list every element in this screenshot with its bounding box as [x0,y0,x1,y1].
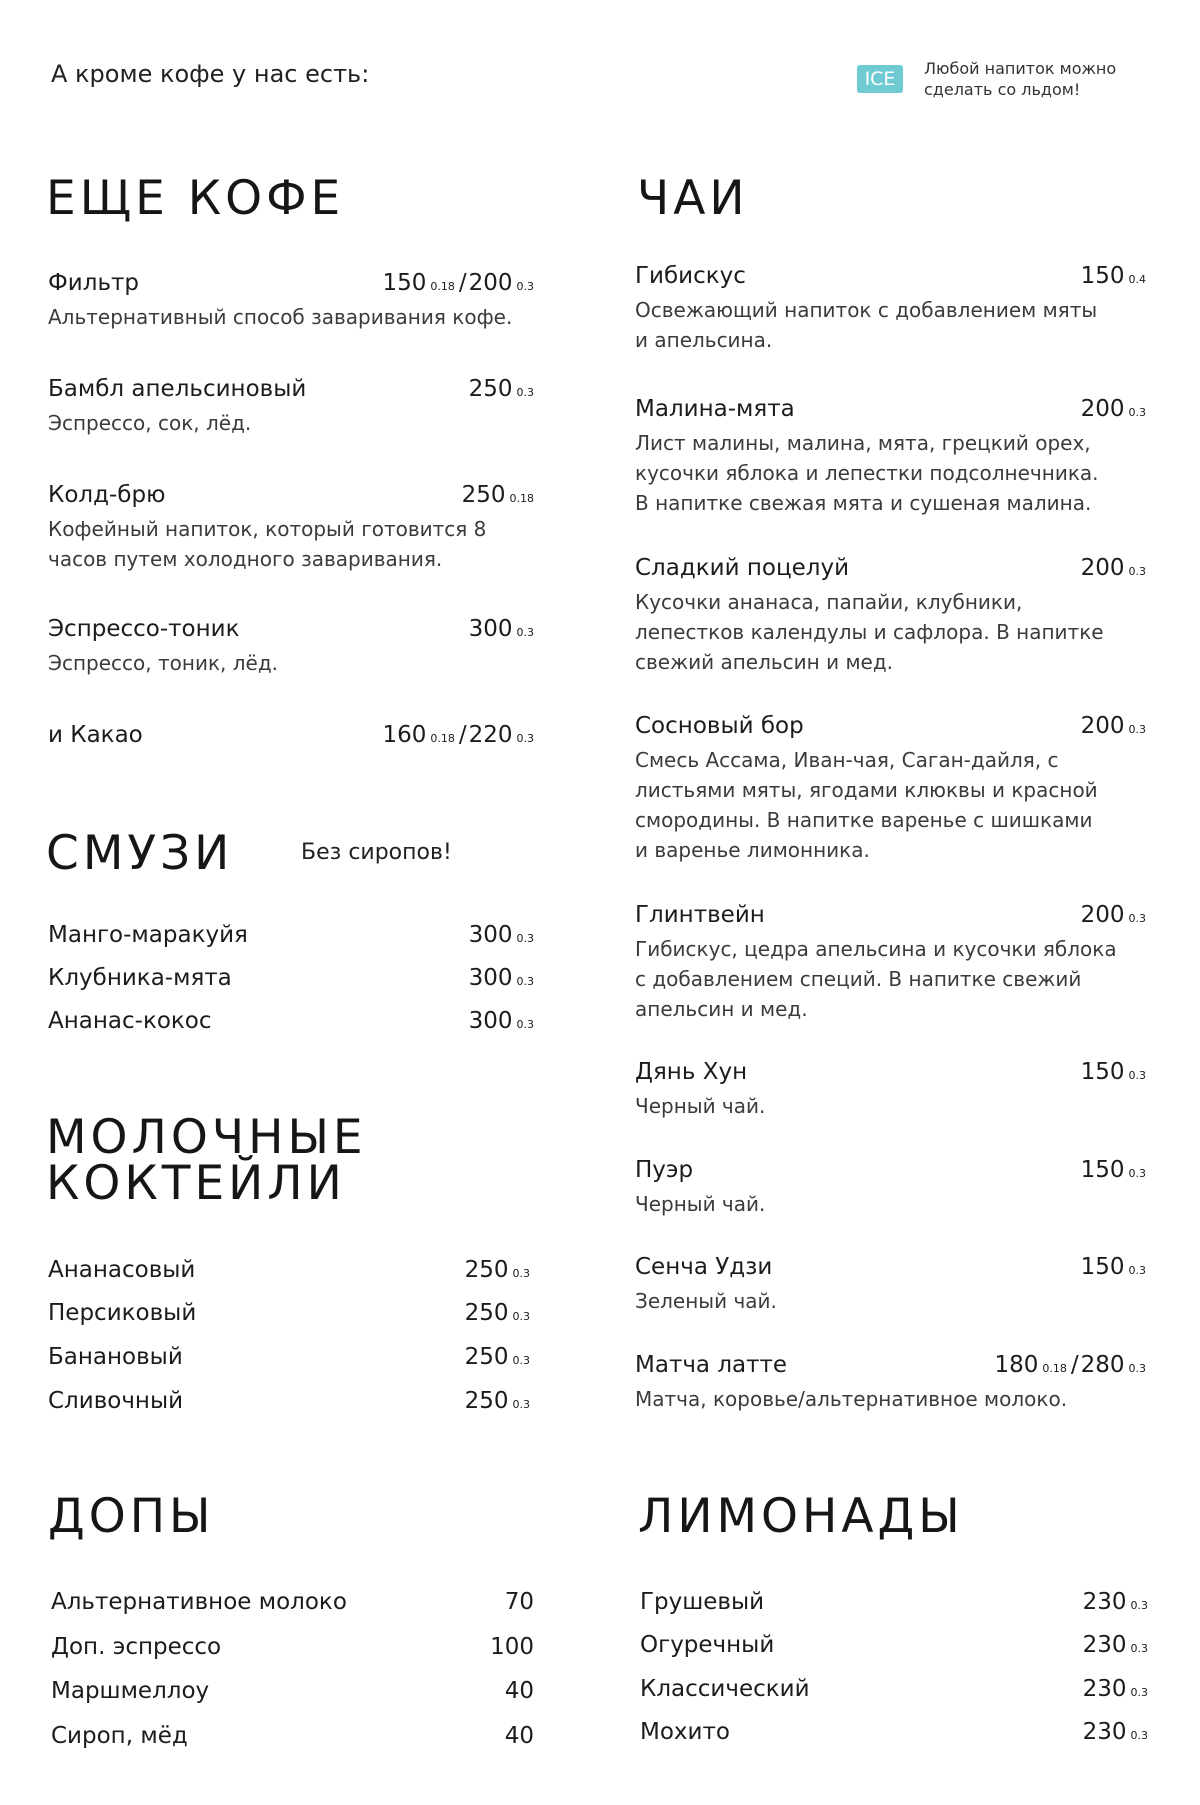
item-name: Доп. эспрессо [51,1634,222,1660]
volume-label: 0.3 [512,1310,530,1323]
price-value: 250 [464,1300,509,1326]
item-name: Сладкий поцелуй [635,555,850,581]
item-name: Сосновый бор [635,713,804,739]
menu-item [48,1006,536,1038]
menu-item-row [48,1298,532,1330]
item-name: Альтернативное молоко [51,1589,347,1615]
price-value: 200 [468,270,513,296]
menu-item [48,614,536,675]
description-line: Зеленый чай. [635,1289,777,1313]
item-price [1081,1155,1148,1189]
item-price [994,1350,1148,1384]
item-price [469,614,536,648]
item-price [469,920,536,954]
volume-label: 0.3 [516,626,534,639]
description-line: кусочки яблока и лепестки подсолнечника. [635,461,1099,485]
item-name: Классический [640,1676,810,1702]
item-price [1083,1674,1150,1708]
description-line: листьями мяты, ягодами клюквы и красной [635,778,1098,802]
description-line: Эспрессо, тоник, лёд. [48,651,279,675]
menu-item [635,553,1148,674]
menu-item [635,394,1148,515]
item-price [469,374,536,408]
volume-label: 0.3 [512,1398,530,1411]
description-line: Лист малины, малина, мята, грецкий орех, [635,431,1091,455]
price-separator: / [1070,1352,1079,1378]
item-name: Глинтвейн [635,902,765,928]
volume-label: 0.3 [516,732,534,745]
menu-item [640,1630,1150,1662]
menu-item-row [48,920,536,952]
item-name: Клубника-мята [48,965,232,991]
menu-item-row [48,1255,532,1287]
price-value: 250 [464,1344,509,1370]
volume-label: 0.18 [1042,1362,1067,1375]
item-price [490,1632,534,1662]
menu-item [48,920,536,952]
menu-item [635,261,1148,352]
item-price [1083,1587,1150,1621]
item-description [635,1189,1178,1219]
price-value: 180 [994,1352,1039,1378]
price-value: 200 [1080,396,1125,422]
volume-label: 0.18 [430,280,455,293]
item-price [465,1342,532,1376]
item-price [1081,261,1148,295]
menu-item-row [640,1674,1150,1706]
price-value: 230 [1082,1632,1127,1658]
menu-item [48,720,536,752]
item-name: Колд-брю [48,482,166,508]
item-name: Дянь Хун [635,1059,748,1085]
coffee-heading: ЕЩЕ КОФЕ [46,171,345,226]
price-value: 250 [464,1388,509,1414]
volume-label: 0.3 [1128,1069,1146,1082]
volume-label: 0.3 [1128,723,1146,736]
menu-item [635,711,1148,862]
item-name: Манго-маракуйя [48,922,248,948]
menu-item-row [635,1252,1148,1284]
price-value: 300 [468,616,513,642]
volume-label: 0.3 [516,280,534,293]
menu-item-row [640,1717,1150,1749]
item-name: Ананасовый [48,1257,196,1283]
item-price [465,1255,532,1289]
menu-item [51,1676,534,1708]
item-description [48,408,566,438]
item-name: Сенча Удзи [635,1254,773,1280]
item-name: Матча латте [635,1352,788,1378]
item-price [469,1006,536,1040]
price-separator: / [458,722,467,748]
price-value: 250 [464,1257,509,1283]
item-price [1081,1057,1148,1091]
price-value: 300 [468,1008,513,1034]
menu-item-row [48,720,536,752]
smoothie-note: Без сиропов! [301,840,452,865]
item-name: Сироп, мёд [51,1723,188,1749]
item-description [48,302,566,332]
description-line: Матча, коровье/альтернативное молоко. [635,1387,1068,1411]
volume-label: 0.3 [1130,1642,1148,1655]
description-line: Кусочки ананаса, папайи, клубники, [635,590,1023,614]
menu-item-row [48,1006,536,1038]
milkshakes-heading-line2: КОКТЕЙЛИ [46,1156,346,1211]
volume-label: 0.3 [1130,1729,1148,1742]
menu-item-row [48,614,536,646]
item-price [505,1676,534,1706]
item-price [462,480,536,514]
menu-item [640,1587,1150,1619]
price-value: 150 [1080,1059,1125,1085]
menu-item [635,1155,1148,1216]
description-line: свежий апельсин и мед. [635,650,894,674]
menu-item-row [48,963,536,995]
volume-label: 0.3 [1130,1686,1148,1699]
price-separator: / [458,270,467,296]
item-name: Сливочный [48,1388,184,1414]
price-value: 150 [1080,1254,1125,1280]
description-line: смородины. В напитке варенье с шишками [635,808,1093,832]
description-line: и варенье лимонника. [635,838,870,862]
description-line: Альтернативный способ заваривания кофе. [48,305,513,329]
item-price [1083,1630,1150,1664]
description-line: лепестков календулы и сафлора. В напитке [635,620,1104,644]
price-value: 300 [468,965,513,991]
item-price [1081,711,1148,745]
description-line: с добавлением специй. В напитке свежий [635,967,1082,991]
tea-heading: ЧАИ [637,171,749,226]
extras-heading: ДОПЫ [48,1489,215,1544]
volume-label: 0.3 [1128,1167,1146,1180]
menu-item-row [635,261,1148,293]
menu-item-row [635,1155,1148,1187]
item-name: и Какао [48,722,143,748]
ice-note-line: Любой напиток можно [924,59,1117,78]
item-description [635,428,1178,518]
item-name: Персиковый [48,1300,197,1326]
price-value: 300 [468,922,513,948]
item-price [465,1386,532,1420]
menu-item-row [51,1587,534,1619]
ice-note-line: сделать со льдом! [924,80,1081,99]
volume-label: 0.18 [509,492,534,505]
menu-item-row [635,553,1148,585]
item-name: Пуэр [635,1157,694,1183]
price-value: 40 [504,1723,534,1749]
item-price [1081,394,1148,428]
description-line: апельсин и мед. [635,997,808,1021]
menu-item [48,1342,532,1374]
menu-item [48,1298,532,1330]
item-name: Огуречный [640,1632,775,1658]
price-value: 230 [1082,1589,1127,1615]
volume-label: 0.18 [430,732,455,745]
item-price [465,1298,532,1332]
item-name: Мохито [640,1719,730,1745]
volume-label: 0.4 [1128,273,1146,286]
item-price [469,963,536,997]
volume-label: 0.3 [512,1267,530,1280]
menu-item-row [51,1721,534,1753]
menu-item-row [48,1386,532,1418]
volume-label: 0.3 [516,932,534,945]
menu-item [51,1721,534,1753]
milkshakes-heading-line1: МОЛОЧНЫЕ [46,1110,367,1165]
menu-item [48,480,536,571]
price-value: 230 [1082,1719,1127,1745]
description-line: Кофейный напиток, который готовится 8 [48,517,487,541]
price-value: 150 [382,270,427,296]
volume-label: 0.3 [1130,1599,1148,1612]
item-price [505,1721,534,1751]
menu-item [48,1255,532,1287]
item-name: Маршмеллоу [51,1678,210,1704]
item-price [382,720,536,754]
item-price [382,268,536,302]
menu-item [48,374,536,435]
menu-item-row [51,1632,534,1664]
price-value: 250 [461,482,506,508]
menu-item-row [635,1350,1148,1382]
item-description [635,745,1178,865]
item-price [1083,1717,1150,1751]
description-line: часов путем холодного заваривания. [48,547,443,571]
price-value: 220 [468,722,513,748]
price-value: 200 [1080,555,1125,581]
description-line: Черный чай. [635,1192,766,1216]
ice-badge: ICE [857,65,903,93]
item-description [635,295,1178,355]
menu-item [640,1674,1150,1706]
menu-item [635,1350,1148,1411]
menu-item [48,1386,532,1418]
price-value: 230 [1082,1676,1127,1702]
item-description [635,1384,1178,1414]
description-line: Эспрессо, сок, лёд. [48,411,252,435]
price-value: 70 [504,1589,534,1615]
price-value: 100 [490,1634,534,1660]
item-description [48,648,566,678]
description-line: Черный чай. [635,1094,766,1118]
description-line: Гибискус, цедра апельсина и кусочки яблока [635,937,1117,961]
volume-label: 0.3 [1128,565,1146,578]
description-line: В напитке свежая мята и сушеная малина. [635,491,1092,515]
price-value: 160 [382,722,427,748]
price-value: 150 [1080,263,1125,289]
item-description [635,1286,1178,1316]
item-description [48,514,566,574]
price-value: 150 [1080,1157,1125,1183]
item-price [1081,1252,1148,1286]
menu-item-row [635,711,1148,743]
description-line: Освежающий напиток с добавлением мяты [635,298,1098,322]
item-price [505,1587,534,1617]
menu-item-row [48,268,536,300]
item-description [635,1091,1178,1121]
menu-item [48,963,536,995]
item-name: Фильтр [48,270,140,296]
item-description [635,587,1178,677]
price-value: 250 [468,376,513,402]
menu-item [51,1632,534,1664]
volume-label: 0.3 [1128,1264,1146,1277]
menu-item-row [635,394,1148,426]
item-name: Гибискус [635,263,746,289]
menu-item [635,1252,1148,1313]
menu-item-row [640,1630,1150,1662]
item-price [1081,900,1148,934]
menu-item-row [635,1057,1148,1089]
menu-item-row [635,900,1148,932]
price-value: 200 [1080,902,1125,928]
price-value: 280 [1080,1352,1125,1378]
description-line: Смесь Ассама, Иван-чая, Саган-дайля, с [635,748,1059,772]
item-name: Банановый [48,1344,183,1370]
menu-item [635,900,1148,1021]
volume-label: 0.3 [516,975,534,988]
menu-item [640,1717,1150,1749]
volume-label: 0.3 [1128,406,1146,419]
ice-note [924,58,1154,100]
item-name: Ананас-кокос [48,1008,212,1034]
menu-item-row [48,480,536,512]
menu-item [635,1057,1148,1118]
item-name: Эспрессо-тоник [48,616,240,642]
item-name: Малина-мята [635,396,795,422]
item-description [635,934,1178,1024]
menu-item-row [51,1676,534,1708]
item-price [1081,553,1148,587]
volume-label: 0.3 [516,386,534,399]
item-name: Грушевый [640,1589,765,1615]
menu-item-row [640,1587,1150,1619]
smoothie-heading: СМУЗИ [46,826,234,881]
volume-label: 0.3 [512,1354,530,1367]
volume-label: 0.3 [516,1018,534,1031]
price-value: 40 [504,1678,534,1704]
volume-label: 0.3 [1128,912,1146,925]
item-name: Бамбл апельсиновый [48,376,307,402]
description-line: и апельсина. [635,328,773,352]
menu-item-row [48,1342,532,1374]
menu-item-row [48,374,536,406]
menu-item [51,1587,534,1619]
lemonades-heading: ЛИМОНАДЫ [638,1489,964,1544]
volume-label: 0.3 [1128,1362,1146,1375]
menu-item [48,268,536,329]
intro-text: А кроме кофе у нас есть: [51,60,370,88]
price-value: 200 [1080,713,1125,739]
